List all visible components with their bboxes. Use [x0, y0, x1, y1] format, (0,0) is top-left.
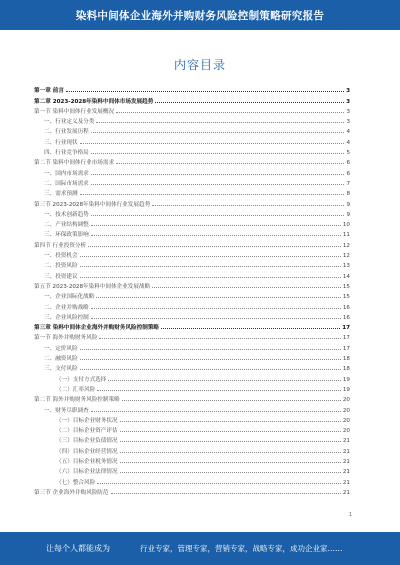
toc-entry[interactable]: [34, 125, 350, 135]
report-title: 染料中间体企业海外并购财务风险控制策略研究报告: [75, 9, 325, 22]
toc-entry-label: 一、行业定义及分类: [44, 119, 95, 126]
toc-leader-dots: [91, 308, 341, 309]
toc-entry[interactable]: [34, 362, 350, 372]
toc-entry[interactable]: [34, 166, 350, 176]
toc-leader-dots: [80, 349, 341, 350]
toc-leader-dots: [99, 338, 341, 339]
toc-entry-label: 一、定价风险: [44, 345, 78, 352]
toc-leader-dots: [88, 246, 341, 247]
toc-entry[interactable]: [34, 341, 350, 351]
toc-entry[interactable]: [34, 177, 350, 187]
footer-slogan: 让每个人都能成为: [46, 544, 110, 553]
footer-tagline: 行业专家，管理专家，营销专家，战略专家，成功企业家……: [140, 544, 343, 553]
toc-entry-label: 三、支付风险: [44, 366, 78, 373]
toc-entry-label: 第一章 前言: [34, 88, 64, 95]
toc-entry-label: （六）目标企业法律情况: [56, 469, 118, 476]
toc-entry[interactable]: [34, 465, 350, 475]
toc-entry-label: （二）汇率风险: [56, 386, 96, 393]
toc-entry-page: 9: [346, 201, 350, 208]
toc-entry[interactable]: [34, 84, 350, 94]
toc-entry[interactable]: [34, 372, 350, 382]
toc-entry[interactable]: [34, 238, 350, 248]
toc-entry[interactable]: [34, 208, 350, 218]
toc-entry[interactable]: [34, 156, 350, 166]
toc-leader-dots: [91, 411, 341, 412]
toc-entry-page: 19: [342, 386, 350, 393]
toc-leader-dots: [91, 174, 345, 175]
toc-entry-page: 20: [342, 407, 350, 414]
toc-entry-page: 21: [342, 489, 350, 496]
toc-entry[interactable]: [34, 455, 350, 465]
toc-entry-page: 21: [342, 438, 350, 445]
toc-leader-dots: [91, 225, 341, 226]
toc-entry-page: 14: [342, 273, 350, 280]
toc-leader-dots: [96, 297, 341, 298]
toc-entry-label: （一）目标企业财务状况: [56, 417, 118, 424]
toc-leader-dots: [120, 472, 341, 473]
toc-entry-page: 13: [342, 263, 350, 270]
toc-entry-page: 11: [342, 232, 350, 239]
toc-entry-label: 第二章 2023-2028年染料中间体市场发展趋势: [34, 98, 154, 105]
toc-entry-page: 7: [346, 180, 350, 187]
toc-entry-label: 第一节 染料中间体行业发展概况: [34, 108, 115, 115]
toc-entry-page: 17: [342, 325, 350, 332]
toc-entry[interactable]: [34, 135, 350, 145]
toc-entry-page: 6: [346, 170, 350, 177]
toc-entry[interactable]: [34, 434, 350, 444]
toc-entry[interactable]: [34, 311, 350, 321]
toc-leader-dots: [122, 400, 341, 401]
toc-entry[interactable]: [34, 249, 350, 259]
toc-entry-page: 17: [342, 335, 350, 342]
toc-entry[interactable]: [34, 259, 350, 269]
page-title: 内容目录: [173, 58, 226, 72]
toc-entry-label: 三、投资建议: [44, 273, 78, 280]
toc-entry-label: 二、国际市场需求: [44, 180, 89, 187]
toc-entry[interactable]: [34, 414, 350, 424]
toc-entry[interactable]: [34, 331, 350, 341]
toc-entry-page: 8: [346, 191, 350, 198]
toc-entry-page: 12: [342, 242, 350, 249]
toc-leader-dots: [120, 462, 341, 463]
toc-entry[interactable]: [34, 300, 350, 310]
toc-entry-page: 18: [342, 366, 350, 373]
toc-entry-page: 3: [346, 88, 350, 95]
toc-leader-dots: [120, 441, 341, 442]
toc-entry-label: 第二节 海外并购财务风险控制策略: [34, 397, 120, 404]
toc-entry-page: 4: [346, 139, 350, 146]
toc-entry-page: 5: [346, 150, 350, 157]
toc-leader-dots: [96, 122, 344, 123]
toc-entry-page: 20: [342, 428, 350, 435]
toc-entry-page: 12: [342, 253, 350, 260]
toc-entry[interactable]: [34, 187, 350, 197]
toc-leader-dots: [120, 421, 341, 422]
toc-entry-page: 4: [346, 129, 350, 136]
toc-leader-dots: [80, 194, 345, 195]
toc-leader-dots: [116, 112, 344, 113]
toc-entry-page: 3: [346, 98, 350, 105]
toc-entry-label: 第二节 染料中间体行业市场需求: [34, 160, 115, 167]
toc-leader-dots: [66, 91, 344, 92]
toc-leader-dots: [80, 277, 341, 278]
toc-entry-label: （二）目标企业资产评估: [56, 428, 118, 435]
toc-entry-label: 三、企业风险控制: [44, 314, 89, 321]
toc-entry[interactable]: [34, 290, 350, 300]
toc-entry-page: 3: [346, 108, 350, 115]
toc-entry[interactable]: [34, 383, 350, 393]
toc-leader-dots: [116, 163, 344, 164]
toc-entry-label: （三）目标企业负债情况: [56, 438, 118, 445]
toc-entry-label: （一）支付方式选择: [56, 376, 107, 383]
toc-entry[interactable]: [34, 94, 350, 104]
toc-entry-label: 四、行业竞争格局: [44, 150, 89, 157]
toc-leader-dots: [152, 287, 341, 288]
toc-leader-dots: [80, 266, 341, 267]
toc-leader-dots: [91, 215, 345, 216]
toc-entry-label: 三、环保政策影响: [44, 232, 89, 239]
toc-leader-dots: [80, 143, 345, 144]
toc-entry-label: 二、产业结构调整: [44, 222, 89, 229]
page-number: 1: [348, 512, 352, 518]
toc-entry-page: 21: [342, 448, 350, 455]
header-bar: [0, 0, 400, 30]
toc-entry-label: 第三节 企业海外并购风险防范: [34, 489, 109, 496]
toc-entry[interactable]: [34, 280, 350, 290]
toc-leader-dots: [120, 452, 341, 453]
toc-entry[interactable]: [34, 321, 350, 331]
toc-entry-label: 二、企业并购战略: [44, 304, 89, 311]
toc-entry-label: 三、需求预测: [44, 191, 78, 198]
toc-entry[interactable]: [34, 393, 350, 403]
toc-leader-dots: [108, 380, 341, 381]
toc-entry-label: （四）目标企业经营情况: [56, 448, 118, 455]
toc-entry[interactable]: [34, 146, 350, 156]
toc-leader-dots: [97, 390, 341, 391]
toc-leader-dots: [155, 102, 344, 103]
toc-leader-dots: [91, 184, 345, 185]
toc-entry[interactable]: [34, 486, 350, 496]
toc-entry[interactable]: [34, 475, 350, 485]
toc-leader-dots: [91, 318, 341, 319]
table-of-contents: [34, 84, 350, 496]
toc-entry-page: 21: [342, 479, 350, 486]
toc-entry[interactable]: [34, 403, 350, 413]
toc-leader-dots: [161, 328, 340, 329]
toc-entry-label: 二、行业发展历程: [44, 129, 89, 136]
toc-entry-page: 19: [342, 376, 350, 383]
toc-entry-label: 第五节 2023-2028年染料中间体企业发展战略: [34, 283, 151, 290]
toc-entry[interactable]: [34, 424, 350, 434]
toc-leader-dots: [91, 235, 341, 236]
toc-entry[interactable]: [34, 105, 350, 115]
toc-entry-page: 21: [342, 469, 350, 476]
toc-entry-page: 17: [342, 345, 350, 352]
toc-entry-page: 21: [342, 458, 350, 465]
toc-entry[interactable]: [34, 197, 350, 207]
toc-entry-label: 二、融资风险: [44, 356, 78, 363]
toc-entry-label: 一、国内市场需求: [44, 170, 89, 177]
toc-entry[interactable]: [34, 218, 350, 228]
toc-entry-label: （七）整合风险: [56, 479, 96, 486]
toc-entry-page: 20: [342, 417, 350, 424]
toc-entry-page: 10: [342, 222, 350, 229]
toc-entry-label: 二、投资风险: [44, 263, 78, 270]
toc-leader-dots: [120, 431, 341, 432]
toc-entry-page: 15: [342, 294, 350, 301]
toc-entry-page: 20: [342, 397, 350, 404]
toc-entry[interactable]: [34, 444, 350, 454]
toc-entry-page: 16: [342, 304, 350, 311]
toc-entry[interactable]: [34, 352, 350, 362]
toc-leader-dots: [80, 256, 341, 257]
toc-leader-dots: [91, 153, 345, 154]
toc-entry-label: 一、投资机会: [44, 253, 78, 260]
footer-bar: [0, 532, 400, 565]
toc-entry[interactable]: [34, 115, 350, 125]
toc-entry-label: （五）目标企业税务情况: [56, 458, 118, 465]
toc-leader-dots: [91, 132, 345, 133]
toc-entry-label: 三、行业现状: [44, 139, 78, 146]
toc-leader-dots: [152, 205, 344, 206]
toc-entry-page: 16: [342, 314, 350, 321]
toc-entry[interactable]: [34, 228, 350, 238]
toc-leader-dots: [80, 369, 341, 370]
toc-entry-page: 3: [346, 119, 350, 126]
toc-entry-page: 6: [346, 160, 350, 167]
toc-entry-label: 第一节 海外并购财务风险: [34, 335, 98, 342]
toc-leader-dots: [111, 493, 341, 494]
toc-entry-label: 一、技术创新趋势: [44, 211, 89, 218]
toc-entry-page: 9: [346, 211, 350, 218]
toc-entry-label: 一、企业国际化战略: [44, 294, 95, 301]
toc-entry-label: 第三节 2023-2028年染料中间体行业发展趋势: [34, 201, 151, 208]
toc-entry-label: 一、财务尽职调查: [44, 407, 89, 414]
toc-entry-label: 第四节 行业投资分析: [34, 242, 87, 249]
toc-entry[interactable]: [34, 269, 350, 279]
toc-entry-label: 第三章 染料中间体企业海外并购财务风险控制策略: [34, 325, 160, 332]
toc-leader-dots: [97, 483, 341, 484]
toc-leader-dots: [80, 359, 341, 360]
toc-entry-page: 15: [342, 283, 350, 290]
toc-entry-page: 18: [342, 356, 350, 363]
